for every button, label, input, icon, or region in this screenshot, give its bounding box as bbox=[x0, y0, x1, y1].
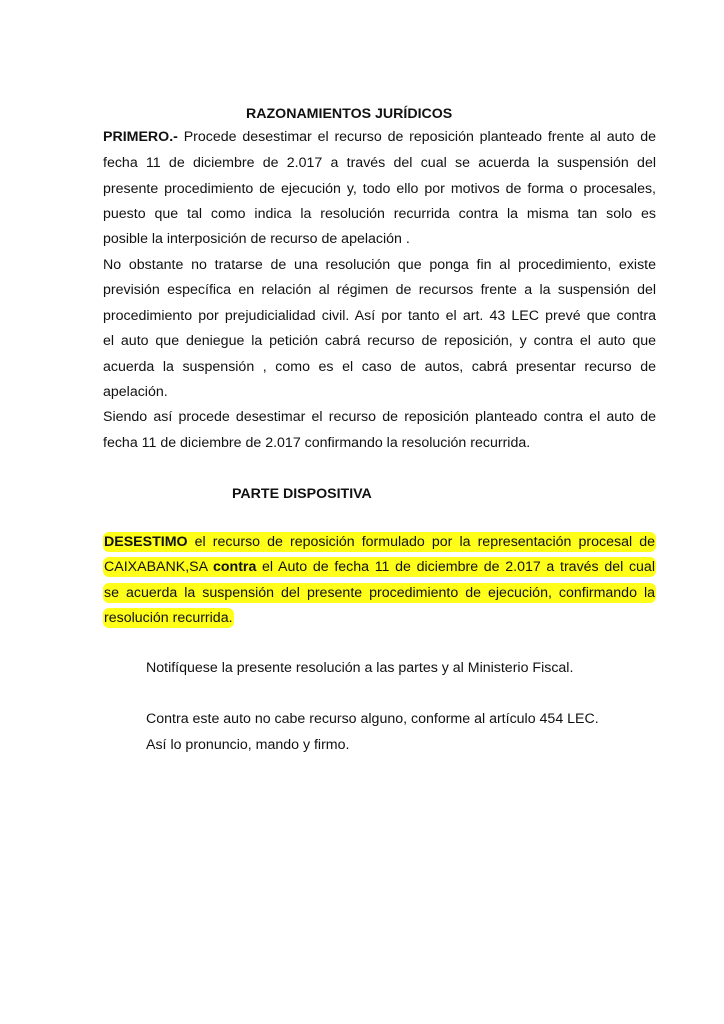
paragraph-line: acuerda la suspensión , como es el caso de autos, cabrá presentar recurso de bbox=[103, 359, 656, 375]
dispositiva-line-2 bbox=[103, 559, 656, 575]
dispositiva-text: el Auto de fecha 11 de diciembre de 2.017 a través del cual bbox=[256, 559, 655, 575]
paragraph-line: fecha 11 de diciembre de 2.017 a través del cual se acuerda la suspensión del bbox=[103, 155, 656, 171]
paragraph-line: fecha 11 de diciembre de 2.017 confirmando la resolución recurrida. bbox=[103, 435, 531, 451]
parte-dispositiva-heading: PARTE DISPOSITIVA bbox=[232, 486, 372, 502]
paragraph-line: previsión específica en relación al régimen de recursos frente a la suspensión del bbox=[103, 282, 656, 298]
primero-line-1 bbox=[103, 129, 656, 145]
primero-label: PRIMERO.- bbox=[103, 129, 178, 145]
paragraph-line: No obstante no tratarse de una resolución que ponga fin al procedimiento, existe bbox=[103, 257, 656, 273]
contra-label: contra bbox=[212, 559, 257, 575]
dispositiva-line-1 bbox=[103, 534, 656, 550]
highlight bbox=[103, 557, 656, 577]
paragraph-line: puesto que tal como indica la resolución recurrida contra la misma tan solo es bbox=[103, 206, 656, 222]
dispositiva-text: el recurso de reposición formulado por la representación procesal de bbox=[187, 534, 655, 550]
dispositiva-line-4 bbox=[103, 610, 656, 626]
primero-text: Procede desestimar el recurso de reposición planteado frente al auto de bbox=[177, 129, 656, 145]
paragraph-line: Siendo así procede desestimar el recurso de reposición planteado contra el auto de bbox=[103, 409, 656, 425]
paragraph-line: procedimiento por prejudicialidad civil. Así por tanto el art. 43 LEC prevé que contra bbox=[103, 308, 656, 324]
paragraph-line: presente procedimiento de ejecución y, todo ello por motivos de forma o procesales, bbox=[103, 181, 656, 197]
highlight: se acuerda la suspensión del presente procedimiento de ejecución, confirmando la bbox=[104, 585, 655, 601]
razonamientos-heading: RAZONAMIENTOS JURÍDICOS bbox=[246, 106, 453, 122]
paragraph-line: el auto que deniegue la petición cabrá recurso de reposición, y contra el auto que bbox=[103, 333, 656, 349]
paragraph-line: apelación. bbox=[103, 384, 168, 400]
desestimo-label: DESESTIMO bbox=[104, 534, 188, 550]
highlight: resolución recurrida. bbox=[104, 610, 233, 626]
firma-text: Así lo pronuncio, mando y firmo. bbox=[146, 737, 350, 753]
dispositiva-text: CAIXABANK,SA bbox=[104, 559, 213, 575]
notifiquese-text: Notifíquese la presente resolución a las partes y al Ministerio Fiscal. bbox=[146, 660, 574, 676]
highlight bbox=[103, 532, 656, 552]
contra-este-text: Contra este auto no cabe recurso alguno, conforme al artículo 454 LEC. bbox=[146, 711, 599, 727]
dispositiva-line-3 bbox=[103, 585, 656, 601]
paragraph-line: posible la interposición de recurso de apelación . bbox=[103, 231, 410, 247]
